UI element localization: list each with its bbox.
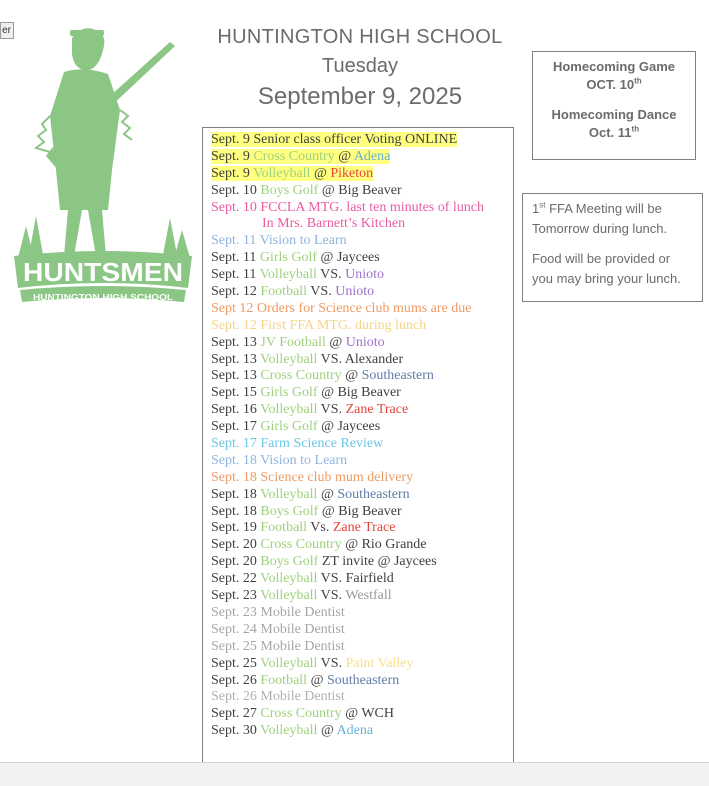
event-row — [211, 200, 513, 217]
event-row — [211, 571, 513, 588]
event-segment: Sept. 10 FCCLA MTG. last ten minutes of lunch — [211, 199, 484, 215]
event-segment: Sept. 22 — [211, 571, 261, 587]
event-row — [211, 487, 513, 504]
event-segment: Boys Golf — [260, 503, 319, 519]
event-segment: VS. — [316, 267, 346, 283]
event-row — [211, 504, 513, 521]
event-segment: Sept. 9 — [211, 148, 254, 164]
event-segment: Sept. 12 — [211, 284, 261, 300]
event-segment: Sept. 25 — [211, 655, 261, 671]
event-segment: VS. — [317, 402, 346, 418]
event-row — [211, 453, 513, 470]
event-segment: Sept. 18 — [211, 503, 261, 519]
event-row — [211, 622, 513, 639]
event-segment: Volleyball — [260, 402, 318, 418]
event-row — [211, 656, 513, 673]
event-row — [211, 301, 513, 318]
event-segment: @ Jaycees — [317, 250, 380, 266]
event-segment: @ — [317, 723, 337, 739]
event-segment: Sept. 15 — [211, 385, 261, 401]
event-segment: Sept. 9 Senior class officer Voting ONLINE — [211, 132, 458, 147]
event-segment: Sept. 12 First FFA MTG. during lunch — [211, 317, 427, 333]
event-segment: Zane Trace — [332, 520, 396, 536]
header-date: September 9, 2025 — [257, 83, 463, 110]
event-row — [211, 233, 513, 250]
event-row — [211, 132, 513, 149]
event-segment: @ — [317, 486, 338, 502]
event-segment: Volleyball — [260, 588, 318, 604]
event-row — [211, 605, 513, 622]
huntsmen-logo — [12, 20, 194, 305]
school-name: HUNTINGTON HIGH SCHOOL — [217, 26, 503, 48]
event-segment: Sept. 11 — [211, 267, 260, 283]
event-segment: Sept. 17 Farm Science Review — [211, 436, 384, 452]
event-segment: Sept. 18 — [211, 486, 261, 502]
event-segment: Sept. 13 — [211, 334, 261, 350]
event-segment: Unioto — [345, 334, 385, 350]
event-segment: Boys Golf — [260, 182, 319, 198]
event-segment: @ — [341, 368, 362, 384]
event-segment: @ Big Beaver — [317, 385, 401, 401]
event-segment: Volleyball — [259, 267, 317, 283]
event-segment: @ — [310, 165, 331, 181]
event-segment: Adena — [336, 723, 374, 739]
event-segment: Sept. 23 Mobile Dentist — [211, 604, 345, 620]
event-row — [211, 216, 513, 233]
event-row — [211, 250, 513, 267]
event-segment: Sept. 24 Mobile Dentist — [211, 621, 345, 637]
event-segment: Volleyball — [260, 723, 318, 739]
event-segment: Volleyball — [253, 165, 311, 181]
event-segment: Sept. 30 — [211, 723, 261, 739]
logo-text: HUNTSMEN — [23, 257, 184, 287]
event-row — [211, 723, 513, 740]
event-segment: Girls Golf — [259, 250, 318, 266]
event-segment: Sept. 18 Science club mum delivery — [211, 469, 414, 485]
ffa-note-box — [522, 193, 703, 302]
bottom-scrollbar[interactable] — [0, 762, 709, 786]
event-segment: Sept. 26 Mobile Dentist — [211, 689, 345, 705]
event-segment: Adena — [353, 148, 391, 164]
event-row — [211, 352, 513, 369]
event-segment: Piketon — [330, 165, 374, 181]
event-segment: Vs. — [307, 520, 333, 536]
ffa-note-line1: 1st FFA Meeting will be Tomorrow during lunch. — [532, 200, 668, 236]
event-segment: Southeastern — [326, 672, 400, 688]
homecoming-dance-title: Homecoming Dance — [551, 107, 677, 122]
event-segment: Westfall — [345, 588, 392, 604]
event-segment: Paint Valley — [345, 655, 414, 671]
event-segment: Sept. 17 — [211, 419, 261, 435]
event-segment: In Mrs. Barnett’s Kitchen — [262, 216, 406, 232]
event-row — [211, 183, 513, 200]
homecoming-dance-date: Oct. 11th — [588, 124, 640, 140]
event-segment: ZT invite @ Jaycees — [318, 554, 437, 570]
event-segment: Sept. 23 — [211, 588, 261, 604]
event-row — [211, 419, 513, 436]
event-row — [211, 588, 513, 605]
event-segment: Girls Golf — [260, 419, 318, 435]
event-segment: Sept. 20 — [211, 537, 261, 553]
event-segment: @ Rio Grande — [341, 537, 427, 553]
event-row — [211, 335, 513, 352]
event-segment: Cross Country — [260, 706, 342, 722]
events-list — [202, 127, 514, 777]
event-row — [211, 673, 513, 690]
event-segment: Southeastern — [361, 368, 434, 384]
event-segment: Sept. 13 — [211, 368, 261, 384]
event-segment: @ Jaycees — [317, 419, 381, 435]
event-segment: @ Big Beaver — [318, 182, 402, 198]
event-row — [211, 149, 513, 166]
event-segment: @ — [334, 148, 354, 164]
event-segment: Sept. 11 — [211, 250, 260, 266]
event-row — [211, 470, 513, 487]
event-segment: @ WCH — [341, 706, 394, 722]
event-segment: Sept. 19 — [211, 520, 261, 536]
event-segment: Cross Country — [260, 368, 342, 384]
event-row — [211, 436, 513, 453]
event-segment: Boys Golf — [260, 554, 319, 570]
event-segment: VS. — [317, 655, 346, 671]
event-segment: VS. — [317, 588, 346, 604]
homecoming-game-date: OCT. 10th — [586, 76, 642, 92]
event-segment: Sept 12 Orders for Science club mums are due — [211, 300, 472, 316]
logo-subtext: HUNTINGTON HIGH SCHOOL — [33, 293, 174, 302]
event-segment: @ Big Beaver — [318, 503, 402, 519]
event-row — [211, 267, 513, 284]
event-row — [211, 402, 513, 419]
event-segment: VS. Fairfield — [317, 571, 394, 587]
event-row — [211, 284, 513, 301]
event-row — [211, 385, 513, 402]
event-row — [211, 368, 513, 385]
event-row — [211, 318, 513, 335]
event-segment: Southeastern — [337, 486, 410, 502]
event-row — [211, 639, 513, 656]
event-segment: Sept. 13 — [211, 351, 261, 367]
event-segment: Sept. 11 Vision to Learn — [211, 233, 347, 249]
event-segment: Football — [260, 284, 308, 300]
event-row — [211, 520, 513, 537]
event-segment: Sept. 27 — [211, 706, 261, 722]
event-row — [211, 706, 513, 723]
sidebar-tab-stub[interactable]: er — [0, 22, 14, 39]
event-segment: Cross Country — [260, 537, 342, 553]
event-segment: Volleyball — [260, 655, 318, 671]
ffa-note-line2: Food will be provided or you may bring your lunch. — [532, 251, 681, 286]
event-row — [211, 689, 513, 706]
event-segment: Football — [260, 520, 308, 536]
event-segment: Sept. 16 — [211, 402, 261, 418]
event-segment: Sept. 20 — [211, 554, 261, 570]
event-segment: Unioto — [345, 267, 384, 283]
event-segment: Volleyball — [260, 571, 318, 587]
event-segment: Sept. 26 — [211, 672, 261, 688]
event-segment: JV Football — [260, 334, 326, 350]
homecoming-game-title: Homecoming Game — [552, 59, 676, 74]
event-segment: Zane Trace — [345, 402, 409, 418]
event-row — [211, 554, 513, 571]
header-day: Tuesday — [322, 55, 398, 77]
event-segment: Cross Country — [253, 148, 335, 164]
event-row — [211, 166, 513, 183]
event-segment: @ — [307, 672, 327, 688]
event-segment: VS. Alexander — [317, 351, 404, 367]
page-header — [200, 22, 520, 114]
event-segment: Sept. 10 — [211, 182, 261, 198]
event-segment: VS. — [307, 284, 336, 300]
event-segment: @ — [325, 334, 346, 350]
event-row — [211, 537, 513, 554]
event-segment: Girls Golf — [260, 385, 318, 401]
event-segment: Volleyball — [260, 351, 318, 367]
event-segment: Volleyball — [260, 486, 318, 502]
homecoming-box — [532, 51, 696, 160]
event-segment: Sept. 25 Mobile Dentist — [211, 638, 345, 654]
event-segment: Sept. 9 — [211, 165, 254, 181]
event-segment: Football — [260, 672, 308, 688]
event-segment: Unioto — [335, 284, 375, 300]
event-segment: Sept. 18 Vision to Learn — [211, 452, 348, 468]
hunter-body — [50, 69, 120, 210]
